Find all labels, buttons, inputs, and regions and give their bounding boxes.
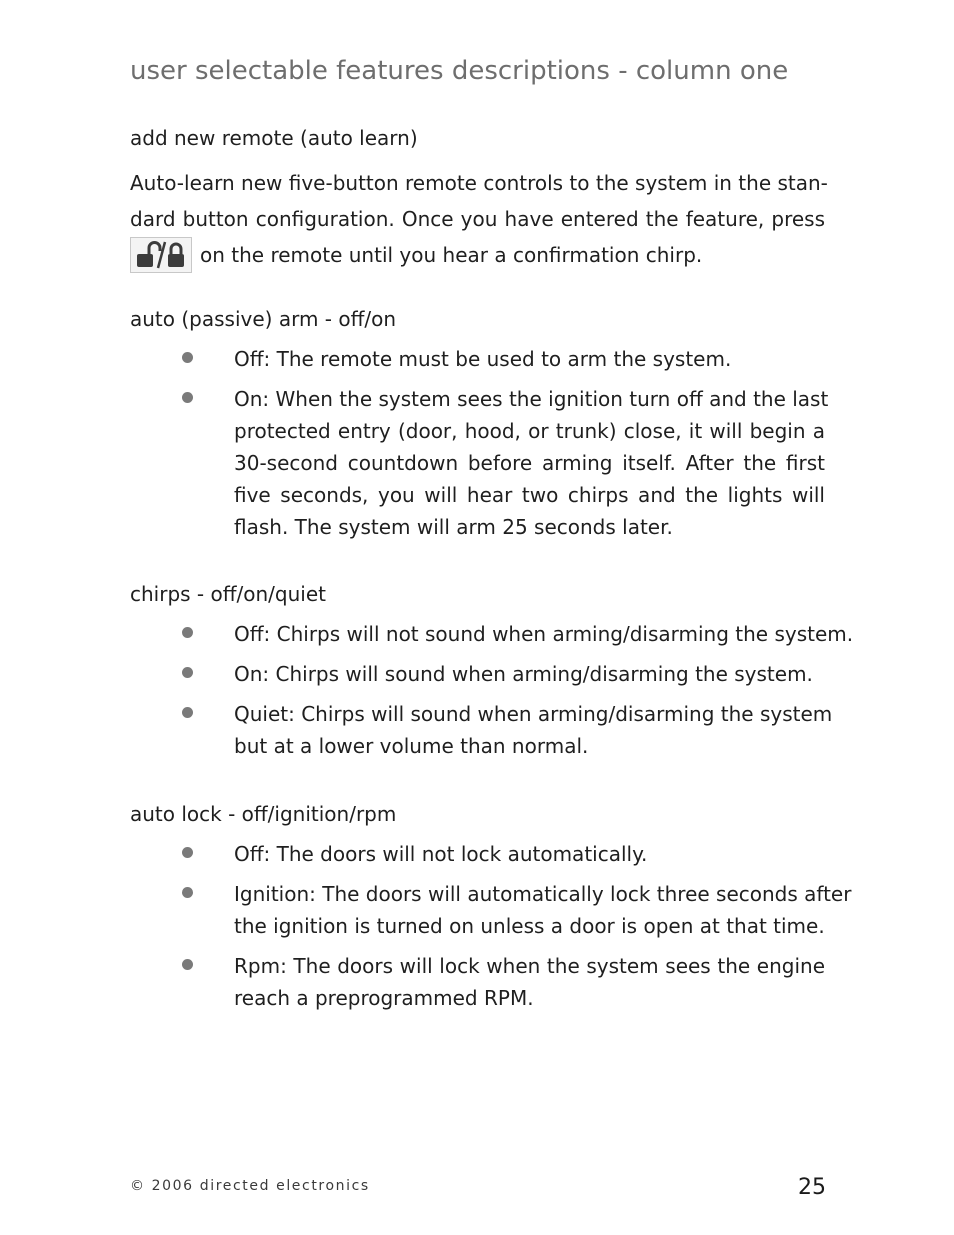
bullet-icon: [182, 627, 193, 638]
bullet-icon: [182, 959, 193, 970]
paragraph-line-text: on the remote until you hear a confirmation chirp.: [200, 243, 703, 267]
list-item-line: reach a preprogrammed RPM.: [234, 986, 534, 1010]
list-item-line: On: When the system sees the ignition turn off and the last: [234, 387, 829, 411]
list-item-line: the ignition is turned on unless a door is open at that time.: [234, 914, 825, 938]
bullet-icon: [182, 392, 193, 403]
auto-lock-options-list: [180, 838, 852, 1022]
list-item-chirps-on: [180, 658, 825, 690]
list-item-auto-lock-off: [180, 838, 825, 870]
bullet-icon: [182, 352, 193, 363]
list-item-line: Ignition: The doors will automatically lock three seconds after: [234, 882, 852, 906]
bullet-icon: [182, 887, 193, 898]
list-item-line: Rpm: The doors will lock when the system sees the engine: [234, 954, 825, 978]
bullet-icon: [182, 667, 193, 678]
section-heading-chirps: chirps - off/on/quiet: [130, 582, 326, 606]
section-heading-add-new-remote: add new remote (auto learn): [130, 126, 418, 150]
section-heading-auto-arm: auto (passive) arm - off/on: [130, 307, 397, 331]
list-item-auto-arm-off: [180, 343, 825, 375]
list-item-line: 30-second countdown before arming itself. After the first: [234, 451, 825, 475]
bullet-icon: [182, 707, 193, 718]
list-item-line: Quiet: Chirps will sound when arming/disarming the system: [234, 702, 833, 726]
list-item-auto-arm-on: [180, 383, 829, 543]
list-item-chirps-off: [180, 618, 854, 650]
paragraph-line: Auto-learn new five-button remote controls to the system in the stan-: [130, 171, 828, 195]
footer-copyright: © 2006 directed electronics: [130, 1178, 370, 1194]
add-new-remote-paragraph: [130, 165, 828, 273]
list-item-line: protected entry (door, hood, or trunk) close, it will begin a: [234, 419, 825, 443]
list-item-auto-lock-ignition: [180, 878, 852, 942]
paragraph-line: dard button configuration. Once you have entered the feature, press: [130, 207, 825, 231]
page-number: 25: [798, 1175, 826, 1200]
section-heading-auto-lock: auto lock - off/ignition/rpm: [130, 802, 397, 826]
list-item-auto-lock-rpm: [180, 950, 825, 1014]
list-item-line: Off: The doors will not lock automatically.: [234, 842, 648, 866]
chirps-options-list: [180, 618, 854, 770]
bullet-icon: [182, 847, 193, 858]
list-item-line: Off: Chirps will not sound when arming/disarming the system.: [234, 622, 854, 646]
paragraph-line-with-icon: [130, 237, 825, 273]
list-item-chirps-quiet: [180, 698, 833, 762]
list-item-line: five seconds, you will hear two chirps and the lights will: [234, 483, 825, 507]
auto-arm-options-list: [180, 343, 829, 551]
lock-unlock-icon: [130, 237, 192, 273]
list-item-line: but at a lower volume than normal.: [234, 734, 589, 758]
list-item-line: On: Chirps will sound when arming/disarming the system.: [234, 662, 813, 686]
list-item-line: flash. The system will arm 25 seconds later.: [234, 515, 673, 539]
list-item-line: Off: The remote must be used to arm the system.: [234, 347, 732, 371]
page-title: user selectable features descriptions - column one: [130, 56, 789, 86]
